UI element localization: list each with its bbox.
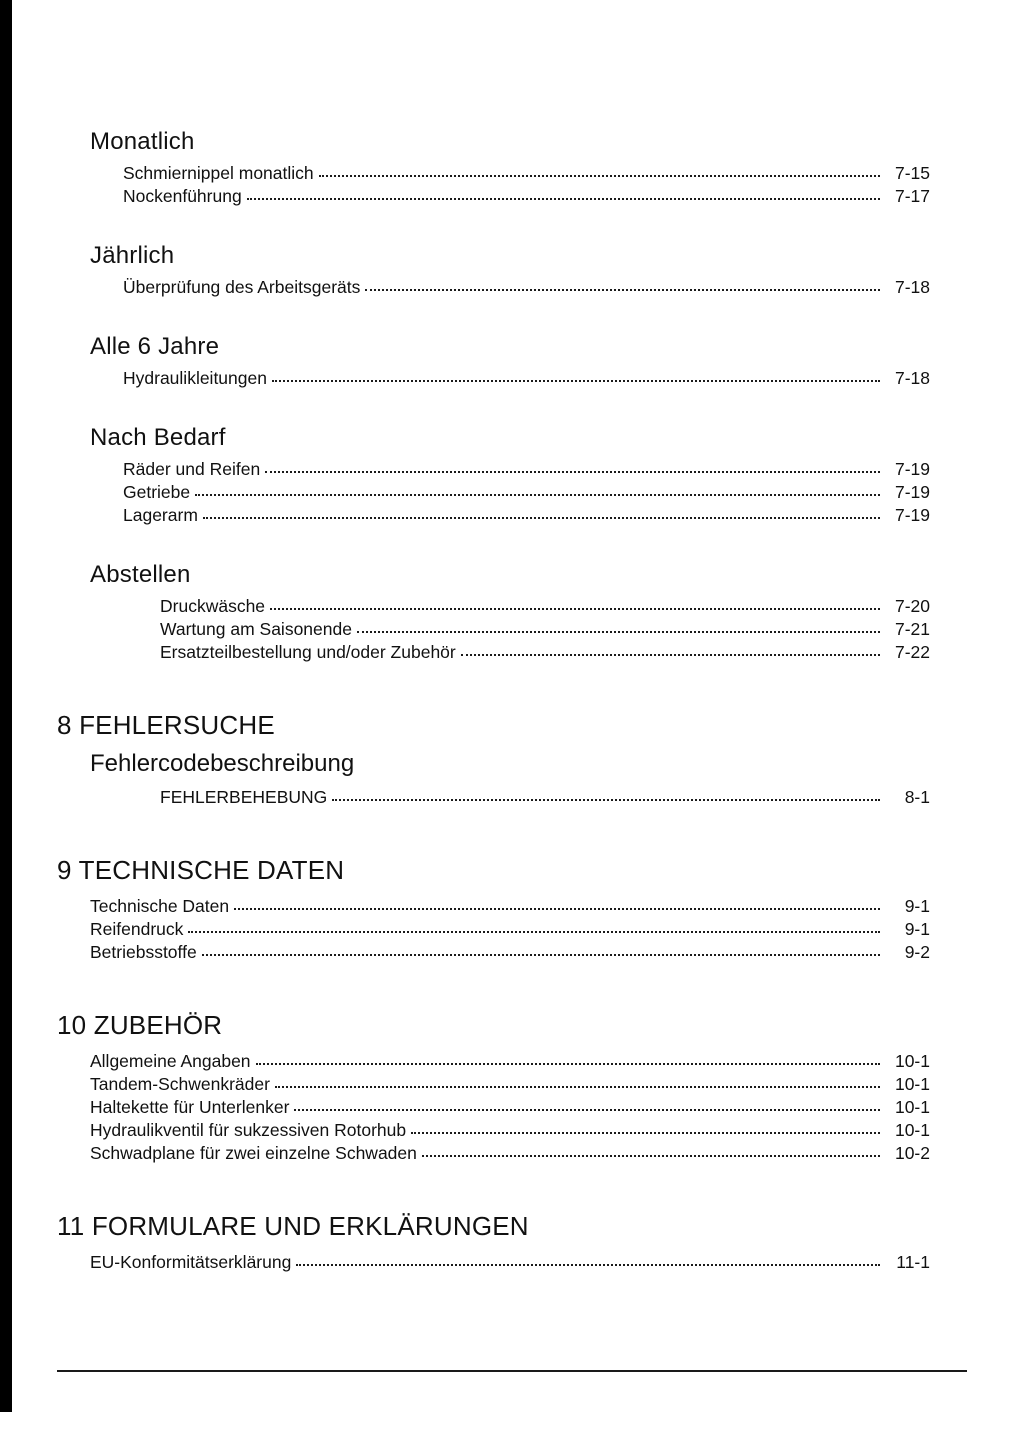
- toc-entry-label: Hydraulikleitungen: [123, 368, 267, 388]
- section-heading: Nach Bedarf: [90, 424, 226, 451]
- toc-entry-label: Räder und Reifen: [123, 459, 261, 479]
- sub-heading: Fehlercodebeschreibung: [90, 750, 355, 777]
- toc-entry-label: Überprüfung des Arbeitsgeräts: [123, 277, 361, 297]
- toc-entry-page: 7-17: [894, 186, 930, 206]
- toc-block: [57, 708, 930, 809]
- toc-block: [57, 242, 930, 299]
- dot-leader: [234, 908, 880, 910]
- section-heading: Jährlich: [90, 242, 175, 269]
- toc-entry: [57, 276, 930, 299]
- dot-leader: [275, 1086, 880, 1088]
- table-of-contents: [57, 128, 930, 1274]
- toc-entry-page: 7-19: [894, 482, 930, 502]
- toc-entry-label: Tandem-Schwenkräder: [90, 1074, 270, 1094]
- toc-entry-label: Schmiernippel monatlich: [123, 163, 314, 183]
- chapter-heading: 8 FEHLERSUCHE: [57, 710, 275, 740]
- section-heading: Alle 6 Jahre: [90, 333, 220, 360]
- toc-entry-label: Haltekette für Unterlenker: [90, 1097, 290, 1117]
- toc-entry-label: Betriebsstoffe: [90, 942, 197, 962]
- toc-entry-page: 10-1: [894, 1074, 930, 1094]
- toc-block: [57, 561, 930, 664]
- toc-entry-label: Nockenführung: [123, 186, 242, 206]
- dot-leader: [411, 1132, 880, 1134]
- toc-entry: [57, 1073, 930, 1096]
- toc-entry-label: Druckwäsche: [160, 596, 266, 616]
- toc-entry: [57, 1050, 930, 1073]
- dot-leader: [270, 608, 880, 610]
- dot-leader: [296, 1264, 880, 1266]
- toc-entry-page: 9-1: [904, 896, 930, 916]
- dot-leader: [247, 198, 880, 200]
- toc-entry-label: Reifendruck: [90, 919, 184, 939]
- toc-entry-page: 7-22: [894, 642, 930, 662]
- toc-entry-page: 10-1: [894, 1120, 930, 1140]
- dot-leader: [256, 1063, 880, 1065]
- toc-entry-label: Hydraulikventil für sukzessiven Rotorhub: [90, 1120, 407, 1140]
- toc-entry-page: 7-19: [894, 459, 930, 479]
- toc-entry-page: 9-1: [904, 919, 930, 939]
- toc-entry: [57, 918, 930, 941]
- toc-entry-page: 10-2: [894, 1143, 930, 1163]
- toc-entry: [57, 641, 930, 664]
- toc-entry: [57, 504, 930, 527]
- dot-leader: [272, 380, 880, 382]
- toc-block: [57, 424, 930, 527]
- toc-entry-page: 10-1: [894, 1097, 930, 1117]
- toc-entry-page: 8-1: [904, 787, 930, 807]
- toc-entry: [57, 1251, 930, 1274]
- dot-leader: [319, 175, 880, 177]
- section-heading: Abstellen: [90, 561, 191, 588]
- toc-entry-page: 7-18: [894, 277, 930, 297]
- dot-leader: [365, 289, 880, 291]
- toc-block: [57, 333, 930, 390]
- toc-entry-label: Ersatzteilbestellung und/oder Zubehör: [160, 642, 456, 662]
- footer-rule: [57, 1370, 967, 1372]
- toc-entry: [57, 786, 930, 809]
- toc-block: [57, 128, 930, 208]
- toc-entry-page: 7-15: [894, 163, 930, 183]
- toc-entry-page: 7-20: [894, 596, 930, 616]
- toc-block: [57, 1008, 930, 1165]
- left-edge-bar: [0, 0, 12, 1412]
- toc-entry: [57, 618, 930, 641]
- chapter-heading: 10 ZUBEHÖR: [57, 1010, 223, 1040]
- toc-entry: [57, 895, 930, 918]
- chapter-heading: 11 FORMULARE UND ERKLÄRUNGEN: [57, 1211, 529, 1241]
- dot-leader: [203, 517, 880, 519]
- toc-entry-page: 7-18: [894, 368, 930, 388]
- chapter-heading: 9 TECHNISCHE DATEN: [57, 855, 345, 885]
- dot-leader: [357, 631, 880, 633]
- toc-entry-label: Lagerarm: [123, 505, 198, 525]
- dot-leader: [265, 471, 880, 473]
- dot-leader: [202, 954, 880, 956]
- toc-entry-label: FEHLERBEHEBUNG: [160, 787, 328, 807]
- toc-entry: [57, 1142, 930, 1165]
- dot-leader: [294, 1109, 880, 1111]
- toc-entry-label: Technische Daten: [90, 896, 230, 916]
- toc-entry: [57, 595, 930, 618]
- dot-leader: [195, 494, 880, 496]
- toc-entry-page: 11-1: [896, 1252, 930, 1272]
- toc-entry-label: EU-Konformitätserklärung: [90, 1252, 292, 1272]
- toc-entry: [57, 162, 930, 185]
- dot-leader: [332, 799, 880, 801]
- toc-entry-label: Getriebe: [123, 482, 191, 502]
- toc-entry-label: Schwadplane für zwei einzelne Schwaden: [90, 1143, 417, 1163]
- section-heading: Monatlich: [90, 128, 195, 155]
- toc-entry: [57, 185, 930, 208]
- toc-entry-page: 7-21: [894, 619, 930, 639]
- toc-entry-page: 9-2: [904, 942, 930, 962]
- toc-entry: [57, 1119, 930, 1142]
- dot-leader: [188, 931, 880, 933]
- toc-entry-label: Allgemeine Angaben: [90, 1051, 251, 1071]
- toc-entry-label: Wartung am Saisonende: [160, 619, 352, 639]
- toc-entry-page: 10-1: [894, 1051, 930, 1071]
- toc-block: [57, 853, 930, 964]
- toc-entry: [57, 1096, 930, 1119]
- dot-leader: [461, 654, 880, 656]
- toc-entry: [57, 481, 930, 504]
- toc-entry: [57, 941, 930, 964]
- toc-block: [57, 1209, 930, 1274]
- toc-entry: [57, 458, 930, 481]
- toc-entry: [57, 367, 930, 390]
- dot-leader: [422, 1155, 880, 1157]
- toc-entry-page: 7-19: [894, 505, 930, 525]
